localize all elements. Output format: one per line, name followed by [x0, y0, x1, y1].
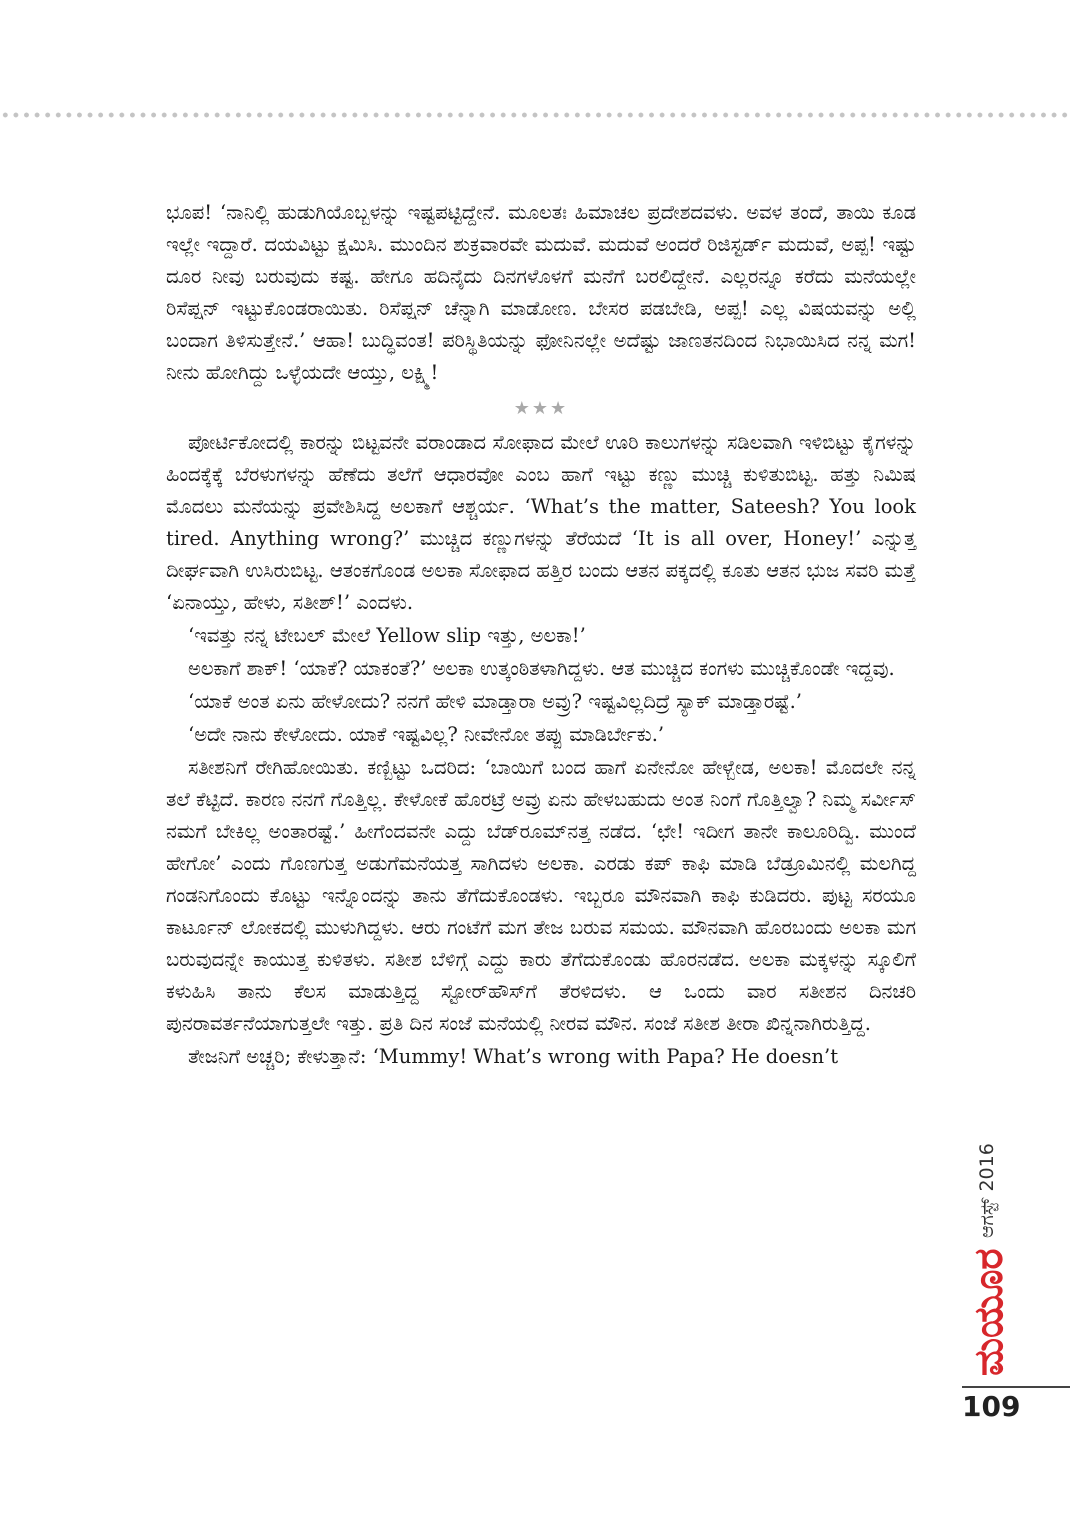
magazine-side-label	[962, 1138, 1012, 1378]
page-number: 109	[962, 1390, 1021, 1423]
paragraph-5: ‘ಯಾಕೆ ಅಂತ ಏನು ಹೇಳೋದು? ನನಗೆ ಹೇಳಿ ಮಾಡ್ತಾರಾ ಅವ್ರು? ಇಷ್ಟವಿಲ್ಲದಿದ್ರೆ ಸ್ಯಾಕ್ ಮಾಡ್ತಾರಷ್ಟೆ.’	[188, 690, 803, 713]
paragraph-3: ‘ಇವತ್ತು ನನ್ನ ಟೇಬಲ್ ಮೇಲೆ Yellow slip ಇತ್ತು, ಅಲಕಾ!’	[188, 624, 586, 647]
paragraph-1: ಭೂಪ! ‘ನಾನಿಲ್ಲಿ ಹುಡುಗಿಯೊಬ್ಬಳನ್ನು ಇಷ್ಟಪಟ್ಟಿದ್ದೇನೆ. ಮೂಲತಃ ಹಿಮಾಚಲ ಪ್ರದೇಶದವಳು. ಅವಳ ತಂದೆ, ತಾಯಿ ಕೂಡ ಇಲ್ಲೇ ಇದ್ದಾರೆ. ದಯವಿಟ್ಟು ಕ್ಷಮಿಸಿ. ಮುಂದಿನ ಶುಕ್ರವಾರವೇ ಮದುವೆ. ಮದುವೆ ಅಂದರೆ ರಿಜಿಸ್ಟರ್ಡ್ ಮದುವೆ, ಅಪ್ಪ! ಇಷ್ಟು ದೂರ ನೀವು ಬರುವುದು ಕಷ್ಟ. ಹೇಗೂ ಹದಿನೈದು ದಿನಗಳೊಳಗೆ ಮನೆಗೆ ಬರಲಿದ್ದೇನೆ. ಎಲ್ಲರನ್ನೂ ಕರೆದು ಮನೆಯಲ್ಲೇ ರಿಸೆಪ್ಷನ್ ಇಟ್ಟುಕೊಂಡರಾಯಿತು. ರಿಸೆಪ್ಷನ್ ಚೆನ್ನಾಗಿ ಮಾಡೋಣ. ಬೇಸರ ಪಡಬೇಡಿ, ಅಪ್ಪ! ಎಲ್ಲ ವಿಷಯವನ್ನು ಅಲ್ಲಿ ಬಂದಾಗ ತಿಳಿಸುತ್ತೇನೆ.’ ಆಹಾ! ಬುದ್ಧಿವಂತ! ಪರಿಸ್ಥಿತಿಯನ್ನು ಫೋನಿನಲ್ಲೇ ಅದೆಷ್ಟು ಜಾಣತನದಿಂದ ನಿಭಾಯಿಸಿದ ನನ್ನ ಮಗ! ನೀನು ಹೋಗಿದ್ದು ಒಳ್ಳೆಯದೇ ಆಯ್ತು, ಲಕ್ಷ್ಮಿ!	[166, 201, 916, 384]
section-break-stars: ★★★	[513, 398, 569, 419]
dotted-header-divider	[0, 111, 1072, 119]
paragraph-4: ಅಲಕಾಗೆ ಶಾಕ್! ‘ಯಾಕೆ? ಯಾಕಂತೆ?’ ಅಲಕಾ ಉತ್ಕಂಠಿತಳಾಗಿದ್ದಳು. ಆತ ಮುಚ್ಚಿದ ಕಂಗಳು ಮುಚ್ಚಿಕೊಂಡೇ ಇದ್ದವು.	[188, 657, 895, 680]
magazine-brand-logo: ಮಯೂರ	[966, 1248, 1012, 1376]
paragraph-2: ಪೋರ್ಟಿಕೋದಲ್ಲಿ ಕಾರನ್ನು ಬಿಟ್ಟವನೇ ವರಾಂಡಾದ ಸೋಫಾದ ಮೇಲೆ ಊರಿ ಕಾಲುಗಳನ್ನು ಸಡಿಲವಾಗಿ ಇಳಿಬಿಟ್ಟು ಕೈಗಳನ್ನು ಹಿಂದಕ್ಕೆಕ್ಕೆ ಬೆರಳುಗಳನ್ನು ಹೆಣೆದು ತಲೆಗೆ ಆಧಾರವೋ ಎಂಬ ಹಾಗೆ ಇಟ್ಟು ಕಣ್ಣು ಮುಚ್ಚಿ ಕುಳಿತುಬಿಟ್ಟ. ಹತ್ತು ನಿಮಿಷ ಮೊದಲು ಮನೆಯನ್ನು ಪ್ರವೇಶಿಸಿದ್ದ ಅಲಕಾಗೆ ಆಶ್ಚರ್ಯ. ‘What’s the matter, Sateesh? You look tired. Anything wrong?’ ಮುಚ್ಚಿದ ಕಣ್ಣುಗಳನ್ನು ತೆರೆಯದೆ ‘It is all over, Honey!’ ಎನ್ನುತ್ತ ದೀರ್ಘವಾಗಿ ಉಸಿರುಬಿಟ್ಟ. ಆತಂಕಗೊಂಡ ಅಲಕಾ ಸೋಫಾದ ಹತ್ತಿರ ಬಂದು ಆತನ ಪಕ್ಕದಲ್ಲಿ ಕೂತು ಆತನ ಭುಜ ಸವರಿ ಮತ್ತೆ ‘ಏನಾಯ್ತು, ಹೇಳು, ಸತೀಶ್!’ ಎಂದಳು.	[166, 431, 916, 614]
paragraph-6: ‘ಅದೇ ನಾನು ಕೇಳೋದು. ಯಾಕೆ ಇಷ್ಟವಿಲ್ಲ? ನೀವೇನೋ ತಪ್ಪು ಮಾಡಿರ್ಬೇಕು.’	[188, 723, 665, 746]
issue-month-year: ಆಗಸ್ಟ್ 2016	[976, 1143, 998, 1238]
article-body	[166, 197, 916, 1074]
paragraph-8: ತೇಜನಿಗೆ ಅಚ್ಚರಿ; ಕೇಳುತ್ತಾನೆ: ‘Mummy! What’s wrong with Papa? He doesn’t	[188, 1045, 839, 1068]
page-number-rule	[962, 1386, 1070, 1388]
paragraph-7: ಸತೀಶನಿಗೆ ರೇಗಿಹೋಯಿತು. ಕಣ್ಬಿಟ್ಟು ಒದರಿದ: ‘ಬಾಯಿಗೆ ಬಂದ ಹಾಗೆ ಏನೇನೋ ಹೇಳ್ಬೇಡ, ಅಲಕಾ! ಮೊದಲೇ ನನ್ನ ತಲೆ ಕೆಟ್ಟಿದೆ. ಕಾರಣ ನನಗೆ ಗೊತ್ತಿಲ್ಲ. ಕೇಳೋಕೆ ಹೊರಟ್ರೆ ಅವ್ರು ಏನು ಹೇಳಬಹುದು ಅಂತ ನಿಂಗೆ ಗೊತ್ತಿಲ್ವಾ? ನಿಮ್ಮ ಸರ್ವೀಸ್ ನಮಗೆ ಬೇಕಿಲ್ಲ ಅಂತಾರಷ್ಟೆ.’ ಹೀಗೆಂದವನೇ ಎದ್ದು ಬೆಡ್‌ರೂಮ್‌ನತ್ತ ನಡೆದ. ‘ಛೇ! ಇದೀಗ ತಾನೇ ಕಾಲೂರಿದ್ವಿ. ಮುಂದೆ ಹೇಗೋ’ ಎಂದು ಗೊಣಗುತ್ತ ಅಡುಗೆಮನೆಯತ್ತ ಸಾಗಿದಳು ಅಲಕಾ. ಎರಡು ಕಪ್ ಕಾಫಿ ಮಾಡಿ ಬೆಡ್ರೂಮಿನಲ್ಲಿ ಮಲಗಿದ್ದ ಗಂಡನಿಗೊಂದು ಕೊಟ್ಟು ಇನ್ನೊಂದನ್ನು ತಾನು ತೆಗೆದುಕೊಂಡಳು. ಇಬ್ಬರೂ ಮೌನವಾಗಿ ಕಾಫಿ ಕುಡಿದರು. ಪುಟ್ಟ ಸರಯೂ ಕಾರ್ಟೂನ್ ಲೋಕದಲ್ಲಿ ಮುಳುಗಿದ್ದಳು. ಆರು ಗಂಟೆಗೆ ಮಗ ತೇಜ ಬರುವ ಸಮಯ. ಮೌನವಾಗಿ ಹೊರಬಂದು ಅಲಕಾ ಮಗ ಬರುವುದನ್ನೇ ಕಾಯುತ್ತ ಕುಳಿತಳು. ಸತೀಶ ಬೆಳಿಗ್ಗೆ ಎದ್ದು ಕಾರು ತೆಗೆದುಕೊಂಡು ಹೊರನಡೆದ. ಅಲಕಾ ಮಕ್ಕಳನ್ನು ಸ್ಕೂಲಿಗೆ ಕಳುಹಿಸಿ ತಾನು ಕೆಲಸ ಮಾಡುತ್ತಿದ್ದ ಸ್ಟೋರ್‌ಹೌಸ್‌ಗೆ ತೆರಳಿದಳು. ಆ ಒಂದು ವಾರ ಸತೀಶನ ದಿನಚರಿ ಪುನರಾವರ್ತನೆಯಾಗುತ್ತಲೇ ಇತ್ತು. ಪ್ರತಿ ದಿನ ಸಂಜೆ ಮನೆಯಲ್ಲಿ ನೀರವ ಮೌನ. ಸಂಜೆ ಸತೀಶ ತೀರಾ ಖಿನ್ನನಾಗಿರುತ್ತಿದ್ದ.	[166, 756, 916, 1035]
